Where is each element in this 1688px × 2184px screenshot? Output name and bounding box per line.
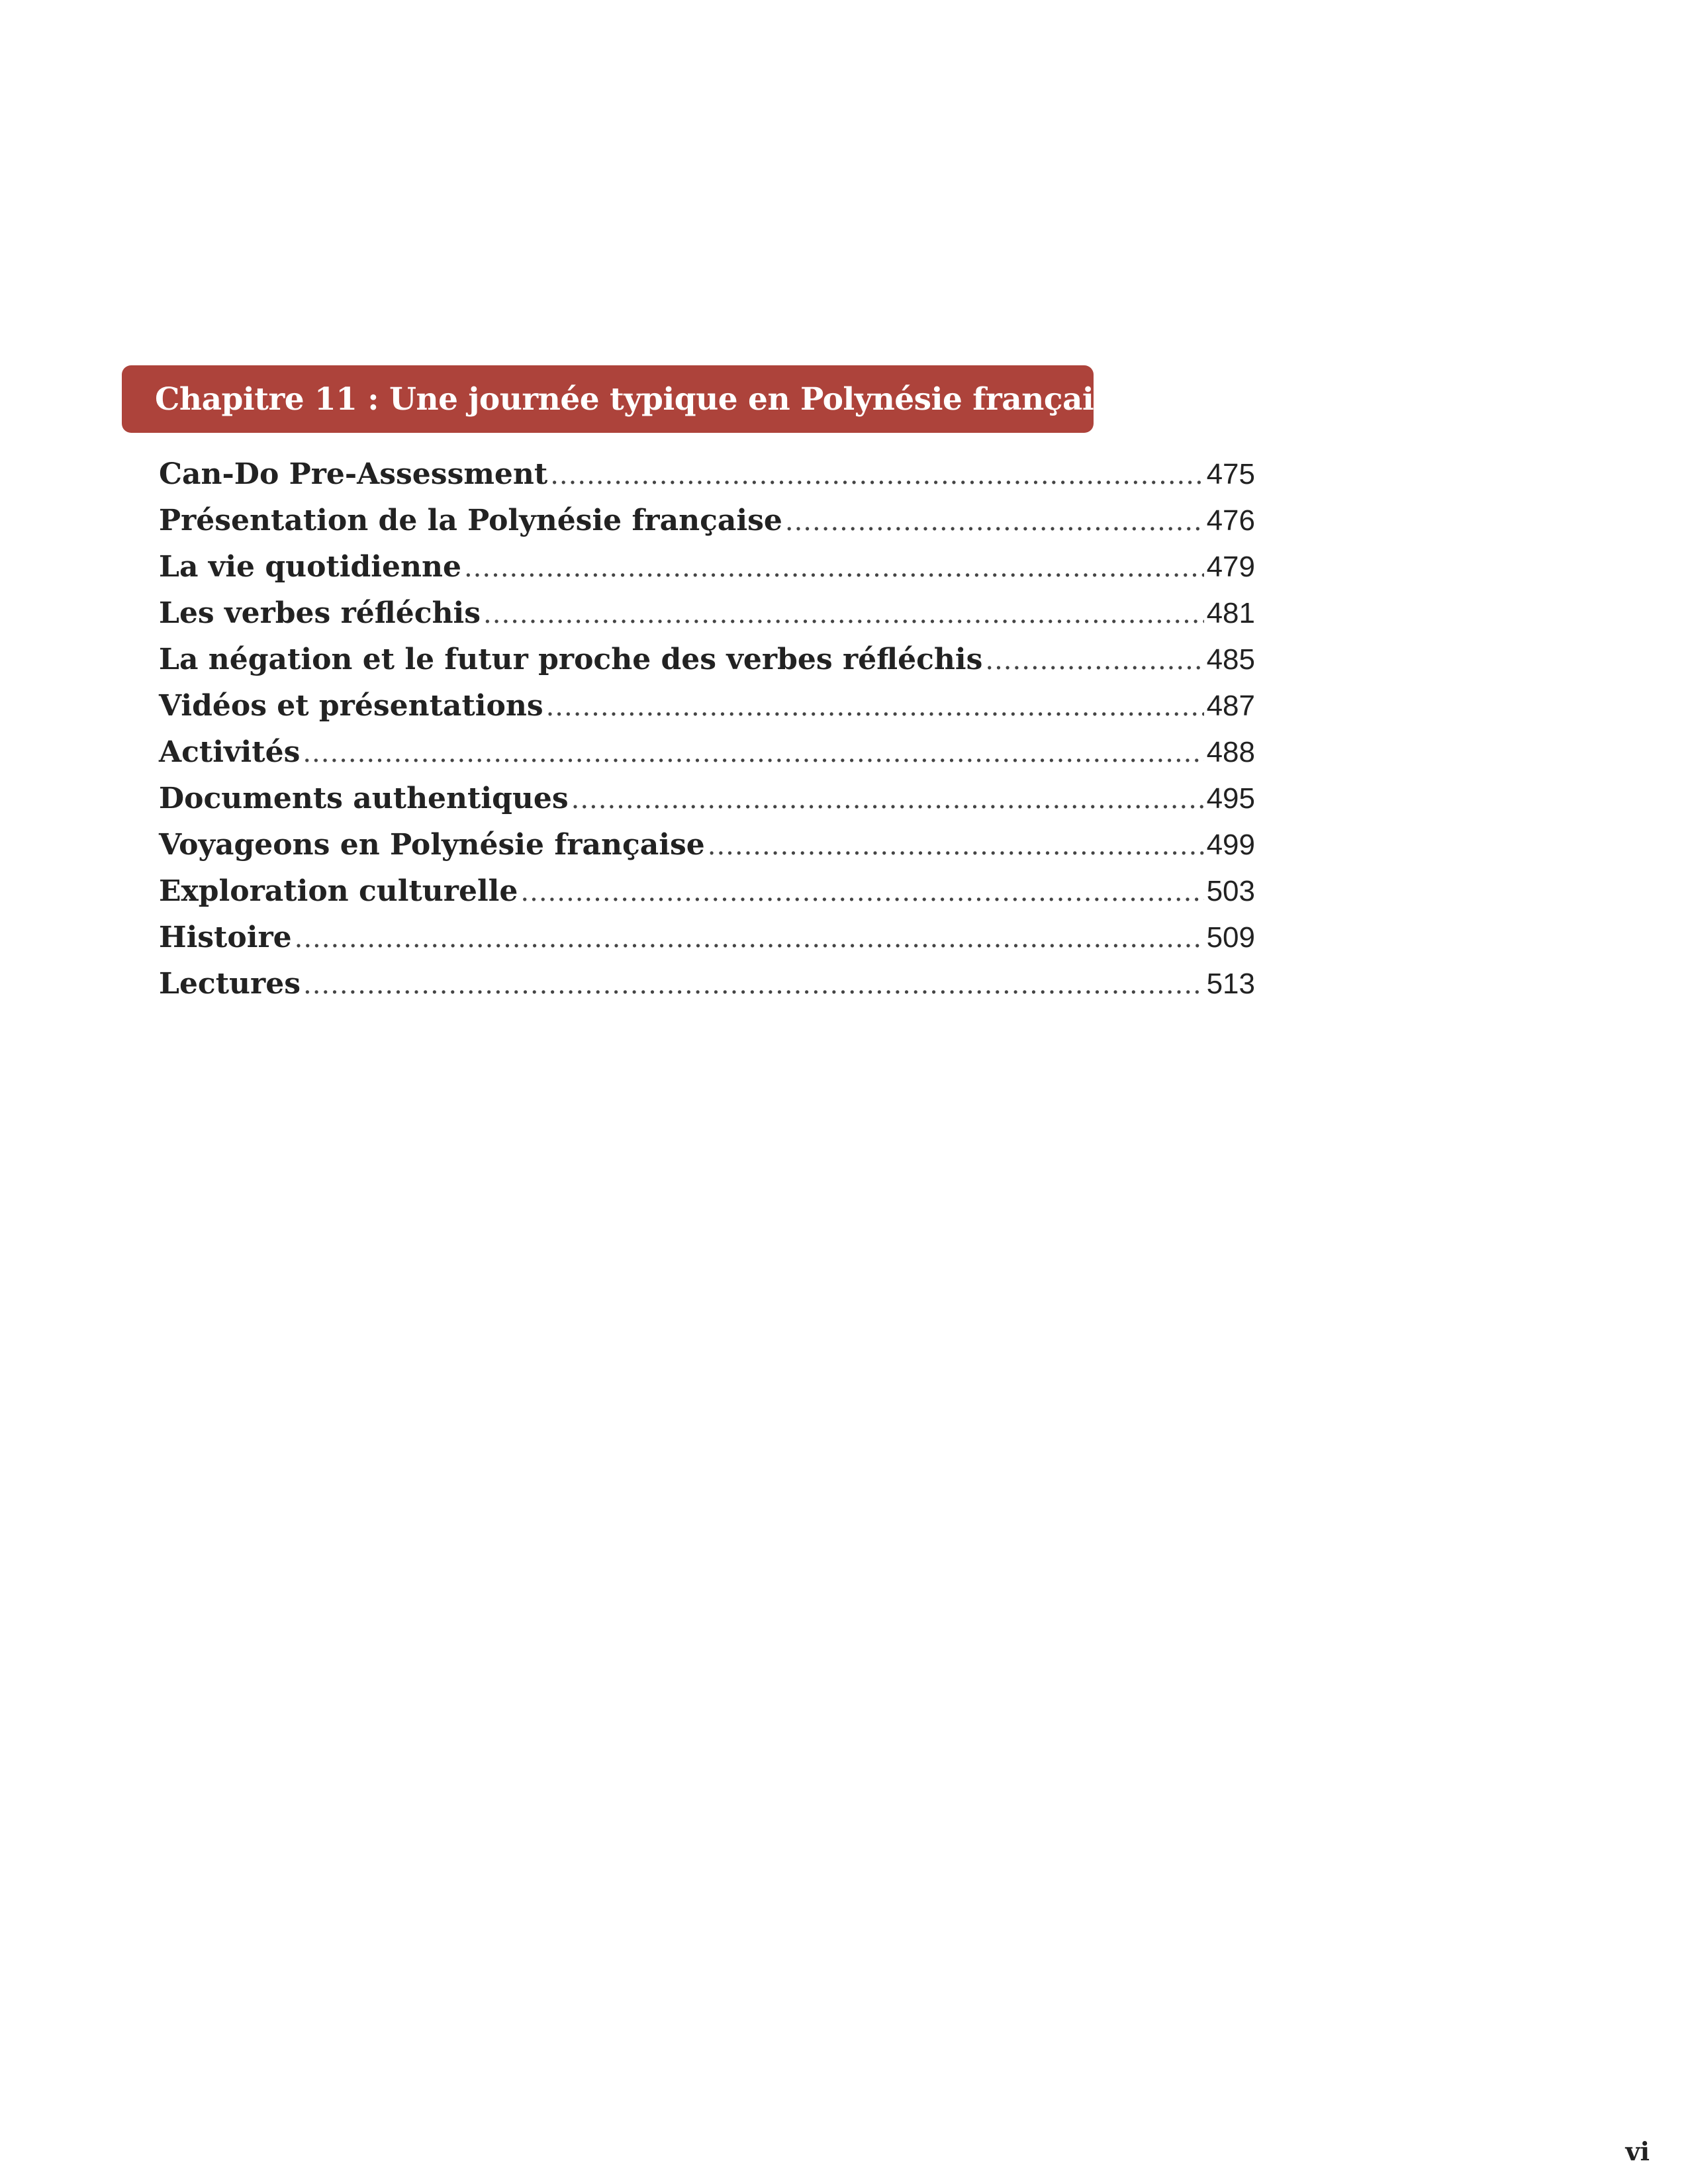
toc-entry-page: 485 bbox=[1206, 643, 1255, 676]
toc-dot-leader bbox=[785, 498, 1204, 545]
toc-dot-leader bbox=[464, 545, 1204, 591]
toc-entry-page: 513 bbox=[1206, 968, 1255, 1000]
toc-entry-page: 476 bbox=[1206, 504, 1255, 537]
toc-entry-page: 479 bbox=[1206, 551, 1255, 583]
toc-entry[interactable] bbox=[159, 544, 1255, 590]
toc-entry-page: 475 bbox=[1206, 458, 1255, 490]
toc-entry-page: 503 bbox=[1206, 875, 1255, 907]
toc-entry-page: 509 bbox=[1206, 921, 1255, 954]
toc-dot-leader bbox=[546, 684, 1204, 730]
toc-entry[interactable] bbox=[159, 822, 1255, 868]
toc-dot-leader bbox=[571, 776, 1204, 823]
chapter-banner bbox=[122, 365, 1131, 433]
toc-dot-leader bbox=[550, 452, 1203, 498]
toc-entry-label: La vie quotidienne bbox=[159, 550, 461, 584]
toc-entry[interactable] bbox=[159, 683, 1255, 729]
toc-entry[interactable] bbox=[159, 961, 1255, 1007]
toc-entry-label: Voyageons en Polynésie française bbox=[159, 828, 705, 862]
toc-entry-label: Exploration culturelle bbox=[159, 874, 518, 908]
toc-entry[interactable] bbox=[159, 637, 1255, 683]
toc-dot-leader bbox=[520, 869, 1203, 915]
toc-entry[interactable] bbox=[159, 498, 1255, 544]
toc-entry[interactable] bbox=[159, 776, 1255, 822]
toc-dot-leader bbox=[483, 591, 1204, 637]
page-number: vi bbox=[1625, 2136, 1650, 2166]
toc-entry-page: 488 bbox=[1206, 736, 1255, 768]
toc-entry-label: Vidéos et présentations bbox=[159, 689, 543, 723]
toc-entry-label: Présentation de la Polynésie française bbox=[159, 504, 782, 537]
toc-entry-label: Lectures bbox=[159, 967, 301, 1001]
toc-entry-label: Documents authentiques bbox=[159, 782, 569, 815]
toc-entry-page: 499 bbox=[1206, 829, 1255, 861]
toc-entry-page: 481 bbox=[1206, 597, 1255, 629]
toc-dot-leader bbox=[303, 962, 1204, 1008]
toc-entry[interactable] bbox=[159, 590, 1255, 637]
table-of-contents bbox=[159, 451, 1255, 1007]
toc-entry-page: 487 bbox=[1206, 690, 1255, 722]
toc-dot-leader bbox=[295, 915, 1204, 962]
toc-entry-page: 495 bbox=[1206, 782, 1255, 815]
toc-dot-leader bbox=[985, 637, 1203, 684]
toc-entry[interactable] bbox=[159, 729, 1255, 776]
toc-entry[interactable] bbox=[159, 915, 1255, 961]
chapter-title: Chapitre 11 : Une journée typique en Polynésie française bbox=[155, 381, 1131, 418]
toc-dot-leader bbox=[303, 730, 1203, 776]
toc-entry-label: La négation et le futur proche des verbes réfléchis bbox=[159, 643, 983, 676]
toc-entry-label: Histoire bbox=[159, 921, 292, 954]
toc-dot-leader bbox=[708, 823, 1204, 869]
toc-entry-label: Can-Do Pre-Assessment bbox=[159, 457, 548, 491]
toc-entry[interactable] bbox=[159, 451, 1255, 498]
toc-entry-label: Les verbes réfléchis bbox=[159, 596, 481, 630]
toc-entry[interactable] bbox=[159, 868, 1255, 915]
toc-entry-label: Activités bbox=[159, 735, 301, 769]
